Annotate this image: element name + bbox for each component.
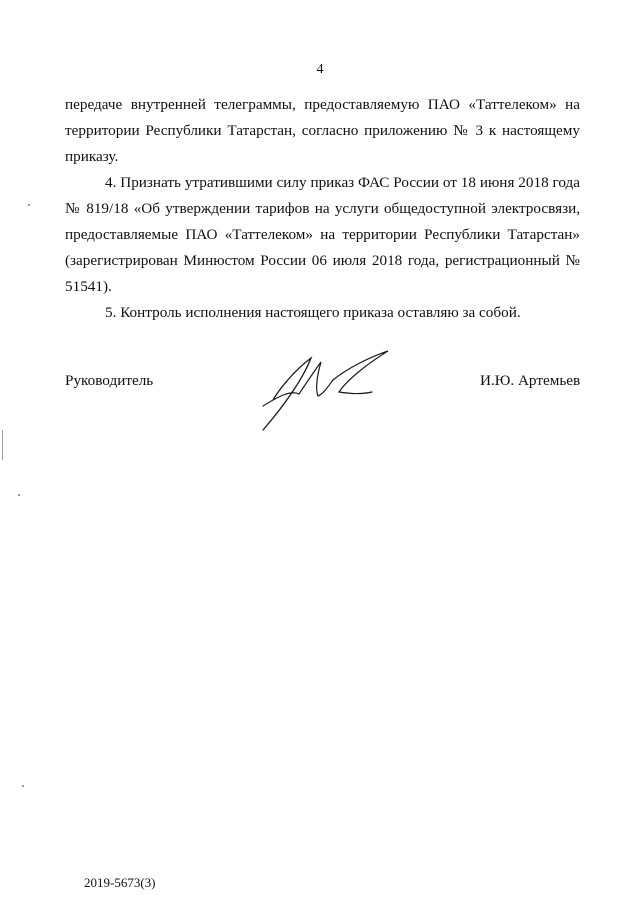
scan-speck — [28, 204, 30, 206]
scan-speck — [18, 494, 20, 496]
scan-speck — [22, 785, 24, 787]
paragraph-item-4: 4. Признать утратившими силу приказ ФАС России от 18 июня 2018 года № 819/18 «Об утверждении тарифов на услуги общедоступной электросвязи, предоставляемые ПАО «Таттелеком» на территории Республики Татарстан» (зарегистрирован Минюстом России 06 июля 2018 года, регистрационный № 51541). — [65, 174, 580, 295]
signatory-name: И.Ю. Артемьев — [480, 372, 581, 389]
scan-speck — [2, 430, 3, 460]
handwritten-signature — [255, 348, 400, 433]
document-id: 2019-5673(3) — [84, 875, 156, 890]
paragraph-continuation: передаче внутренней телеграммы, предоставляемую ПАО «Таттелеком» на территории Республики Татарстан, согласно приложению № 3 к настоящему приказу. — [65, 96, 580, 165]
signatory-role: Руководитель — [65, 372, 154, 389]
paragraph-item-5: 5. Контроль исполнения настоящего приказа оставляю за собой. — [105, 304, 521, 321]
page-number: 4 — [316, 62, 324, 77]
body-text — [65, 92, 580, 326]
